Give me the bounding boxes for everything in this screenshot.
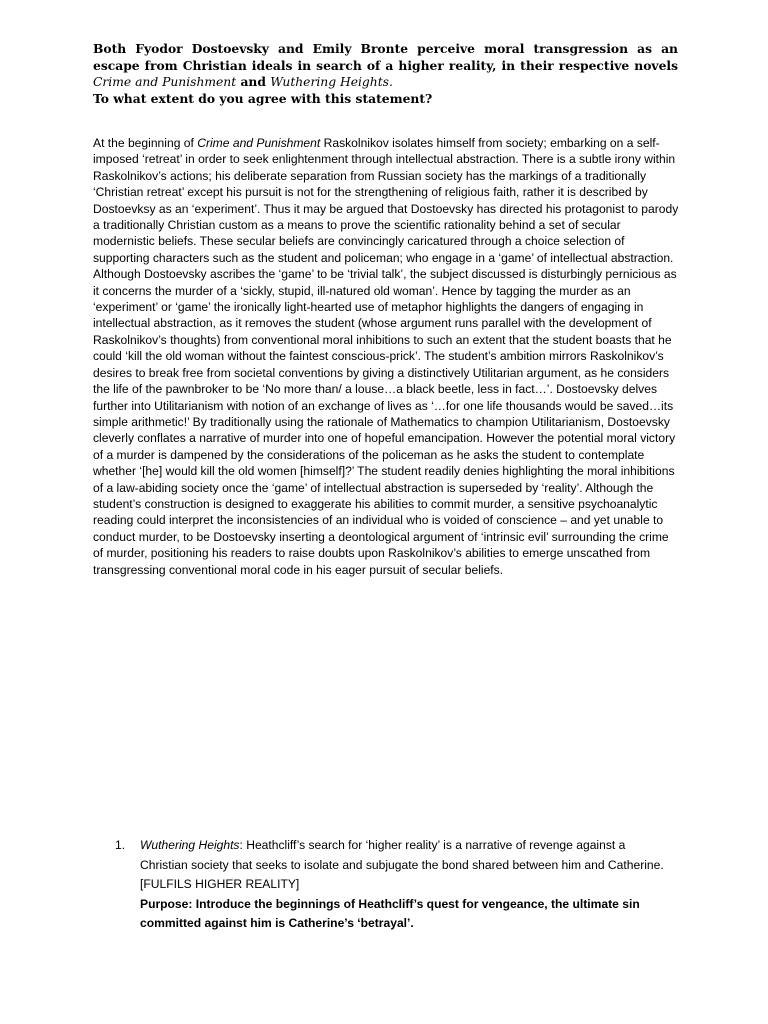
outline-item-novel: Wuthering Heights [140, 838, 240, 852]
prompt-novel-wuthering-heights: Wuthering Heights. [270, 75, 393, 89]
outline-item-point: : Heathcliff’s search for ‘higher reality’ is a narrative of revenge against a Christian society that seeks to isolate and subjugate the bond shared between him and Catherine. [FULFILS HIGHER REALITY] [140, 838, 664, 891]
prompt-novel-crime-and-punishment: Crime and Punishment [93, 75, 237, 89]
essay-prompt [93, 41, 678, 107]
essay-paragraph [93, 135, 679, 578]
essay-title-reference: Crime and Punishment [197, 136, 321, 150]
prompt-statement: Both Fyodor Dostoevsky and Emily Bronte perceive moral transgression as an escape from Christian ideals in search of a higher reality, in their respective novels [93, 41, 678, 73]
outline-item-purpose: Purpose: Introduce the beginnings of Heathcliff’s quest for vengeance, the ultimate sin committed against him is Catherine’s ‘betrayal’. [140, 896, 640, 930]
outline-list [115, 836, 675, 934]
essay-intro: At the beginning of [93, 136, 198, 150]
essay-body: Raskolnikov isolates himself from society; embarking on a self-imposed ‘retreat’ in order to seek enlightenment through intellectual abstraction. There is a subtle irony within Raskolnikov’s actions; his deliberate separation from Russian society has the markings of a traditionally ‘Christian retreat’ except his pursuit is not for the strengthening of religious faith, rather it is described by Dostoevksy as an ‘experiment’. Thus it may be argued that Dostoevsky has directed his protagonist to parody a traditionally Christian custom as a means to prove the scientific rationality behind a set of secular modernistic beliefs. These secular beliefs are convincingly caricatured through a choice selection of supporting characters such as the student and policeman; who engage in a ‘game’ of intellectual abstraction. Although Dostoevsky ascribes the ‘game’ to be ‘trivial talk’, the subject discussed is disturbingly pernicious as it concerns the murder of a ‘sickly, stupid, ill-natured old woman’. Hence by tagging the murder as an ‘experiment’ or ‘game’ the ironically light-hearted use of metaphor highlights the dangers of engaging in intellectual abstraction, as it removes the student (whose argument runs parallel with the development of Raskolnikov’s thoughts) from conventional moral inhibitions to such an extent that the student boasts that he could ‘kill the old woman without the faintest conscious-prick’. The student’s ambition mirrors Raskolnikov’s desires to break free from societal conventions by giving a distinctively Utilitarian argument, as he considers the life of the pawnbroker to be ‘No more than/ a louse…a black beetle, less in fact…’. Dostoevsky delves further into Utilitarianism with notion of an exchange of lives as ‘…for one life thousands would be saved…its simple arithmetic!’ By traditionally using the rationale of Mathematics to champion Utilitarianism, Dostoevsky cleverly conflates a narrative of murder into one of hopeful emancipation. However the potential moral victory of a murder is dampened by the considerations of the policeman as he asks the student to contemplate whether ‘[he] would kill the old women [himself]?’ The student readily denies highlighting the moral inhibitions of a law-abiding society once the ‘game’ of intellectual abstraction is superseded by ‘reality’. Although the student’s construction is designed to exaggerate his abilities to commit murder, a sensitive psychoanalytic reading could interpret the inconsistencies of an individual who is voided of conscience – and yet unable to conduct murder, to be Dostoevsky inserting a deontological argument of ‘intrinsic evil’ surrounding the crime of murder, positioning his readers to raise doubts upon Raskolnikov’s abilities to emerge unscathed from transgressing conventional moral code in his eager pursuit of secular beliefs. [93, 136, 679, 577]
outline-item [115, 836, 675, 934]
outline-item-number: 1. [115, 838, 126, 852]
prompt-question: To what extent do you agree with this statement? [93, 90, 433, 106]
prompt-conjunction: and [236, 74, 271, 89]
